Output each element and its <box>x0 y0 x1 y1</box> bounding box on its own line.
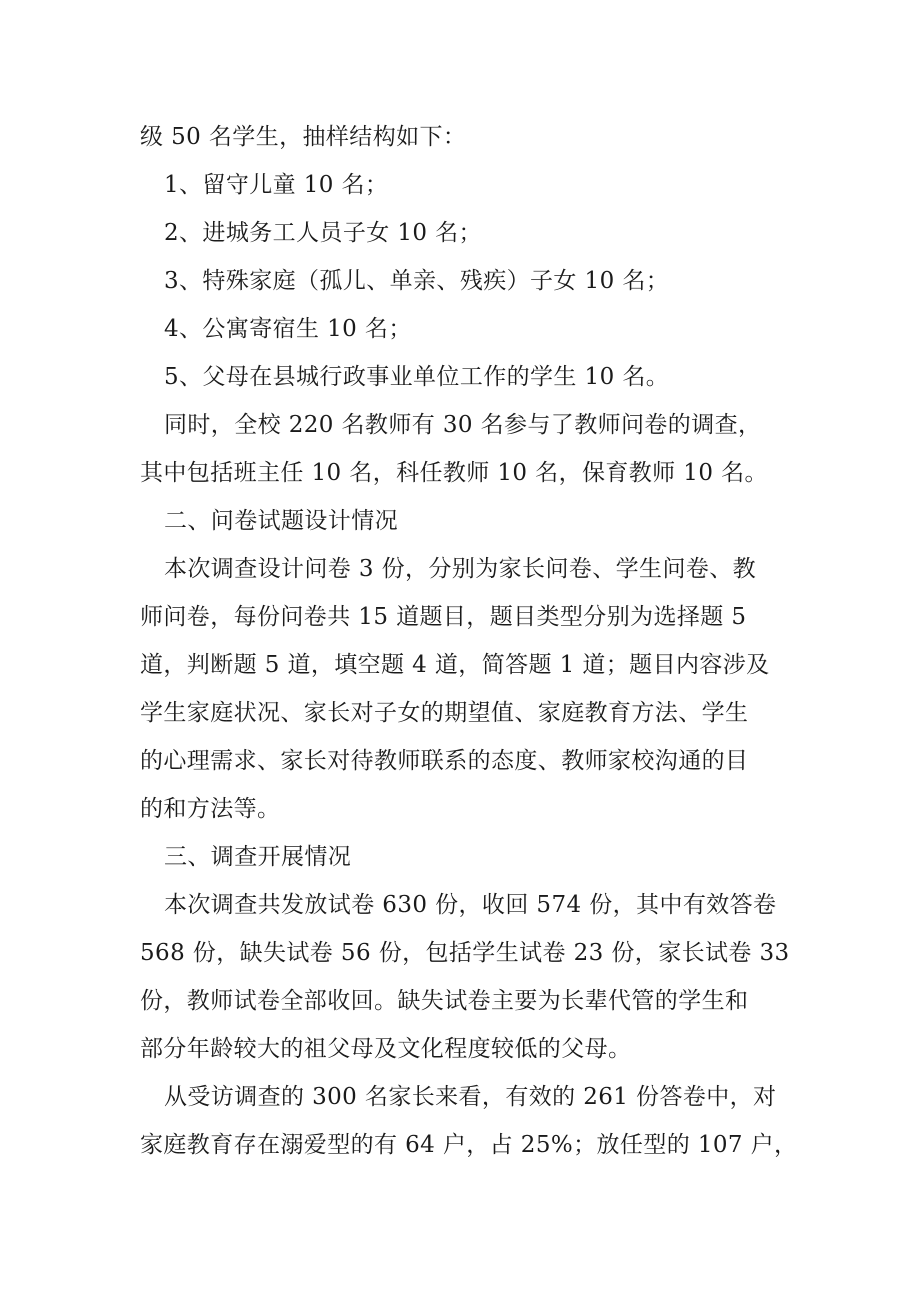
text-line: 部分年龄较大的祖父母及文化程度较低的父母。 <box>140 1036 632 1062</box>
paragraph-first-line: 从受访调查的 300 名家长来看，有效的 261 份答卷中，对 <box>164 1084 777 1110</box>
paragraph-first-line: 本次调查设计问卷 3 份，分别为家长问卷、学生问卷、教 <box>164 556 757 582</box>
text-line: 学生家庭状况、家长对子女的期望值、家庭教育方法、学生 <box>140 700 749 726</box>
text-line: 其中包括班主任 10 名，科任教师 10 名，保育教师 10 名。 <box>140 460 768 486</box>
list-item: 2、进城务工人员子女 10 名； <box>164 220 482 246</box>
paragraph-first-line: 本次调查共发放试卷 630 份，收回 574 份，其中有效答卷 <box>164 892 777 918</box>
section-heading: 三、调查开展情况 <box>164 844 352 870</box>
text-line: 师问卷，每份问卷共 15 道题目，题目类型分别为选择题 5 <box>140 604 747 630</box>
text-line: 的心理需求、家长对待教师联系的态度、教师家校沟通的目 <box>140 748 749 774</box>
list-item: 1、留守儿童 10 名； <box>164 172 389 198</box>
text-line: 级 50 名学生，抽样结构如下： <box>140 124 467 150</box>
text-line: 道，判断题 5 道，填空题 4 道，简答题 1 道；题目内容涉及 <box>140 652 770 678</box>
text-line: 份，教师试卷全部收回。缺失试卷主要为长辈代管的学生和 <box>140 988 749 1014</box>
text-line: 568 份，缺失试卷 56 份，包括学生试卷 23 份，家长试卷 33 <box>140 940 790 966</box>
paragraph-first-line: 同时，全校 220 名教师有 30 名参与了教师问卷的调查， <box>164 412 762 438</box>
section-heading: 二、问卷试题设计情况 <box>164 508 398 534</box>
text-line: 的和方法等。 <box>140 796 281 822</box>
list-item: 3、特殊家庭（孤儿、单亲、残疾）子女 10 名； <box>164 268 670 294</box>
list-item: 5、父母在县城行政事业单位工作的学生 10 名。 <box>164 364 670 390</box>
list-item: 4、公寓寄宿生 10 名； <box>164 316 412 342</box>
text-line: 家庭教育存在溺爱型的有 64 户，占 25%；放任型的 107 户， <box>140 1132 798 1158</box>
